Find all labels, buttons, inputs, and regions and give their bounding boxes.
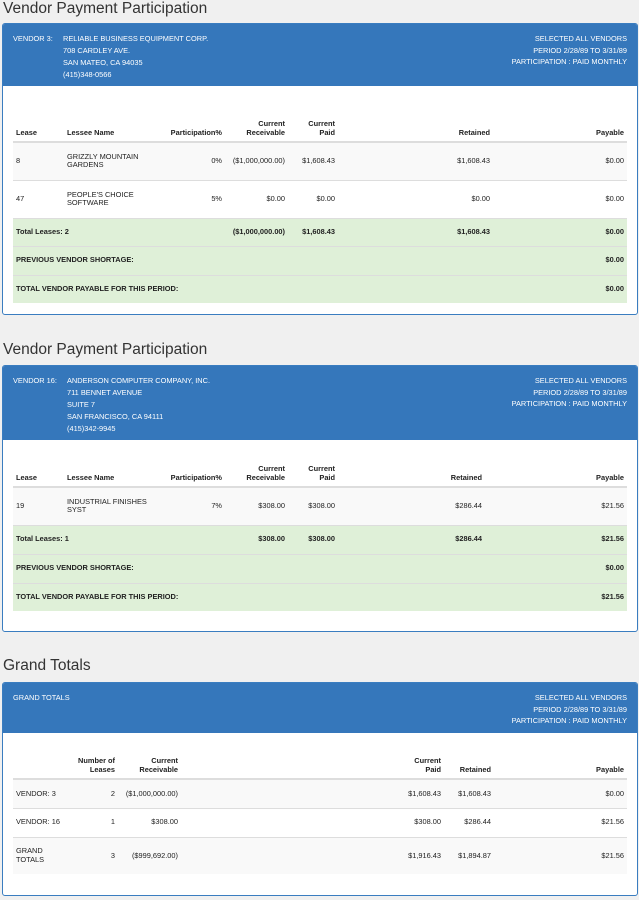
selected-vendors: SELECTED ALL VENDORS	[534, 376, 627, 385]
lessee-name: INDUSTRIAL FINISHES SYST	[64, 487, 162, 525]
vendor-shortage-value: $0.00	[493, 246, 627, 275]
table-row	[13, 487, 627, 525]
participation-mode: PARTICIPATION : PAID MONTHLY	[511, 57, 627, 66]
col-current-receivable: Current Receivable	[225, 457, 288, 487]
payable-value: $21.56	[485, 487, 627, 525]
col-current-paid: Current Paid	[288, 457, 338, 487]
participation-mode: PARTICIPATION : PAID MONTHLY	[511, 716, 627, 725]
total-retained: $286.44	[338, 525, 485, 554]
vendor-16-table	[13, 457, 627, 611]
section-title-vendor-3: Vendor Payment Participation	[3, 0, 208, 17]
retained-value: $1,894.87	[444, 837, 494, 874]
lessee-name: PEOPLE'S CHOICE SOFTWARE	[64, 180, 162, 218]
vendor-payable-label: TOTAL VENDOR PAYABLE FOR THIS PERIOD:	[13, 275, 493, 303]
vendor-name: ANDERSON COMPUTER COMPANY, INC.	[67, 376, 211, 385]
vendor-payable-value: $21.56	[485, 583, 627, 611]
vendor-name: VENDOR: 16	[13, 808, 73, 837]
col-retained: Retained	[444, 749, 494, 779]
period: PERIOD 2/28/89 TO 3/31/89	[533, 45, 627, 55]
total-leases-row	[13, 218, 627, 246]
payable-value: $0.00	[494, 779, 627, 808]
total-paid: $308.00	[288, 525, 338, 554]
vendor-city: SAN MATEO, CA 94035	[63, 58, 143, 67]
total-payable: $0.00	[493, 218, 627, 246]
total-leases-label: Total Leases: 2	[13, 218, 225, 246]
lessee-name: GRIZZLY MOUNTAIN GARDENS	[64, 142, 162, 180]
leases-count: 1	[73, 808, 118, 837]
retained-value: $0.00	[338, 180, 493, 218]
payable-value: $0.00	[493, 142, 627, 180]
lease-number: 47	[13, 180, 64, 218]
total-paid: $1,608.43	[288, 218, 338, 246]
vendor-name: RELIABLE BUSINESS EQUIPMENT CORP.	[63, 34, 209, 43]
col-current-paid: Current Paid	[394, 749, 444, 779]
total-leases-label: Total Leases: 1	[13, 525, 225, 554]
col-current-receivable: Current Receivable	[225, 104, 288, 142]
retained-value: $286.44	[338, 487, 485, 525]
paid-value: $308.00	[288, 487, 338, 525]
grand-totals-table	[13, 749, 627, 874]
col-lessee-name: Lessee Name	[64, 457, 162, 487]
leases-count: 2	[73, 779, 118, 808]
col-payable: Payable	[494, 749, 627, 779]
participation-value: 0%	[162, 142, 225, 180]
vendor-street: 711 BENNET AVENUE	[67, 388, 143, 397]
paid-value: $308.00	[394, 808, 444, 837]
total-receivable: $308.00	[225, 525, 288, 554]
grand-totals-row	[13, 837, 627, 874]
grand-totals-header	[3, 683, 637, 733]
paid-value: $1,608.43	[288, 142, 338, 180]
vendor-phone: (415)348-0566	[63, 70, 112, 79]
col-current-paid: Current Paid	[288, 104, 338, 142]
vendor-city: SAN FRANCISCO, CA 94111	[67, 412, 164, 421]
vendor-payable-row	[13, 583, 627, 611]
total-payable: $21.56	[485, 525, 627, 554]
table-row	[13, 142, 627, 180]
vendor-shortage-label: PREVIOUS VENDOR SHORTAGE:	[13, 246, 493, 275]
vendor-payable-label: TOTAL VENDOR PAYABLE FOR THIS PERIOD:	[13, 583, 485, 611]
period: PERIOD 2/28/89 TO 3/31/89	[533, 387, 627, 397]
col-lease: Lease	[13, 457, 64, 487]
vendor-shortage-value: $0.00	[485, 554, 627, 583]
selected-vendors: SELECTED ALL VENDORS	[534, 34, 627, 43]
vendor-shortage-label: PREVIOUS VENDOR SHORTAGE:	[13, 554, 485, 583]
vendor-address	[67, 375, 210, 435]
table-row	[13, 808, 627, 837]
vendor-payable-row	[13, 275, 627, 303]
grand-totals-name: GRAND TOTALS	[13, 837, 73, 874]
lease-number: 19	[13, 487, 64, 525]
retained-value: $1,608.43	[444, 779, 494, 808]
vendor-shortage-row	[13, 554, 627, 583]
col-payable: Payable	[485, 457, 627, 487]
vendor-phone: (415)342-9945	[67, 424, 116, 433]
col-payable: Payable	[493, 104, 627, 142]
col-lease: Lease	[13, 104, 64, 142]
col-retained: Retained	[338, 104, 493, 142]
period: PERIOD 2/28/89 TO 3/31/89	[533, 704, 627, 714]
col-lessee-name: Lessee Name	[64, 104, 162, 142]
payable-value: $0.00	[493, 180, 627, 218]
retained-value: $286.44	[444, 808, 494, 837]
receivable-value: ($999,692.00)	[118, 837, 181, 874]
lease-number: 8	[13, 142, 64, 180]
col-number-of-leases: Number of Leases	[73, 749, 118, 779]
participation-value: 5%	[162, 180, 225, 218]
total-retained: $1,608.43	[338, 218, 493, 246]
vendor-16-header	[3, 366, 637, 440]
paid-value: $1,608.43	[394, 779, 444, 808]
retained-value: $1,608.43	[338, 142, 493, 180]
vendor-3-table	[13, 104, 627, 303]
section-title-grand-totals: Grand Totals	[3, 657, 91, 674]
total-receivable: ($1,000,000.00)	[225, 218, 288, 246]
payable-value: $21.56	[494, 808, 627, 837]
col-retained: Retained	[338, 457, 485, 487]
vendor-street: 708 CARDLEY AVE.	[63, 46, 131, 55]
receivable-value: ($1,000,000.00)	[118, 779, 181, 808]
receivable-value: $308.00	[118, 808, 181, 837]
grand-totals-panel	[2, 682, 638, 896]
leases-count: 3	[73, 837, 118, 874]
grand-totals-label: GRAND TOTALS	[13, 693, 70, 702]
col-current-receivable: Current Receivable	[118, 749, 181, 779]
paid-value: $0.00	[288, 180, 338, 218]
col-participation: Participation%	[162, 104, 225, 142]
selected-vendors: SELECTED ALL VENDORS	[534, 693, 627, 702]
vendor-16-panel	[2, 365, 638, 632]
table-row	[13, 779, 627, 808]
receivable-value: ($1,000,000.00)	[225, 142, 288, 180]
receivable-value: $308.00	[225, 487, 288, 525]
paid-value: $1,916.43	[394, 837, 444, 874]
receivable-value: $0.00	[225, 180, 288, 218]
vendor-name: VENDOR: 3	[13, 779, 73, 808]
section-title-vendor-16: Vendor Payment Participation	[3, 341, 208, 358]
vendor-address	[63, 33, 208, 81]
vendor-label: VENDOR 16:	[13, 376, 57, 385]
col-participation: Participation%	[162, 457, 225, 487]
payable-value: $21.56	[494, 837, 627, 874]
vendor-label: VENDOR 3:	[13, 34, 53, 43]
vendor-3-header	[3, 24, 637, 86]
total-leases-row	[13, 525, 627, 554]
participation-mode: PARTICIPATION : PAID MONTHLY	[511, 399, 627, 408]
participation-value: 7%	[162, 487, 225, 525]
vendor-3-panel	[2, 23, 638, 315]
vendor-payable-value: $0.00	[493, 275, 627, 303]
vendor-shortage-row	[13, 246, 627, 275]
vendor-suite: SUITE 7	[67, 400, 95, 409]
table-row	[13, 180, 627, 218]
